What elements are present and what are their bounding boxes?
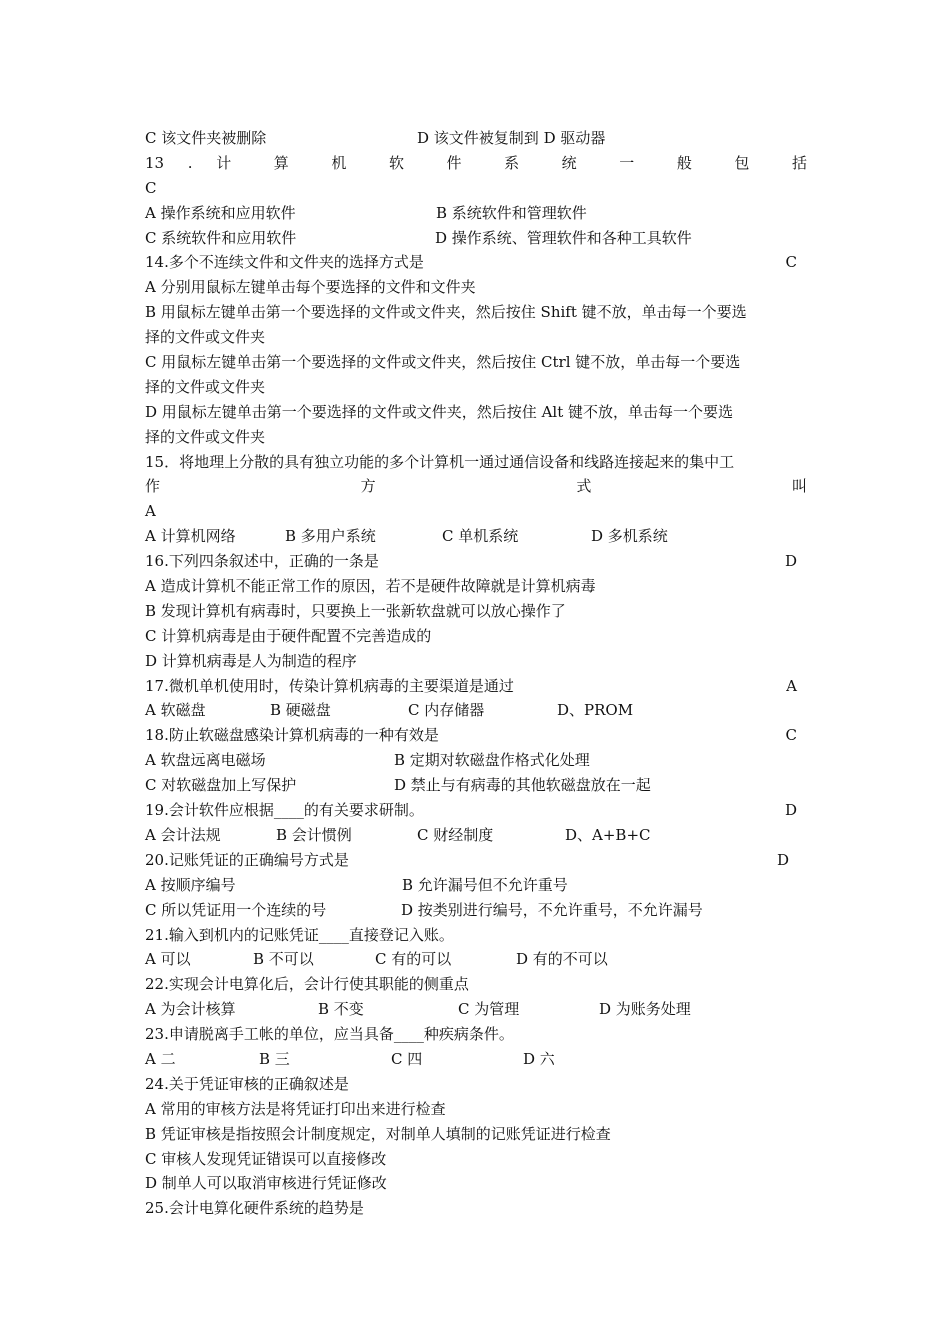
option-text: A 可以 xyxy=(145,950,191,969)
option-text: A 为会计核算 xyxy=(145,1000,236,1019)
answer-letter: D xyxy=(784,552,797,571)
option-text: C 所以凭证用一个连续的号 xyxy=(145,900,327,919)
answer-letter: A xyxy=(786,676,797,695)
option-text: C 单机系统 xyxy=(442,527,519,546)
option-text: D 多机系统 xyxy=(591,527,668,546)
option-text: 择的文件或文件夹 xyxy=(145,328,266,347)
option-text: C 系统软件和应用软件 xyxy=(145,228,297,247)
question-text: 16.下列四条叙述中，正确的一条是 xyxy=(145,552,379,571)
option-text: A 按顺序编号 xyxy=(145,875,236,894)
option-text: B 系统软件和管理软件 xyxy=(436,203,587,222)
option-text: B 发现计算机有病毒时，只要换上一张新软盘就可以放心操作了 xyxy=(145,601,566,620)
option-text: D 制单人可以取消审核进行凭证修改 xyxy=(145,1174,387,1193)
option-text: D、PROM xyxy=(557,701,634,720)
question-text: 20.记账凭证的正确编号方式是 xyxy=(145,850,349,869)
option-text: C 内存储器 xyxy=(408,701,485,720)
question-line xyxy=(145,549,807,574)
question-text: 24.关于凭证审核的正确叙述是 xyxy=(145,1074,349,1093)
question-line xyxy=(145,1072,807,1097)
option-text: C 审核人发现凭证错误可以直接修改 xyxy=(145,1149,387,1168)
option-text: 择的文件或文件夹 xyxy=(145,377,266,396)
question-line xyxy=(145,1022,807,1047)
option-text: C 为管理 xyxy=(458,1000,520,1019)
text-line xyxy=(145,947,807,972)
option-text: D 操作系统、管理软件和各种工具软件 xyxy=(435,228,692,247)
text-line xyxy=(145,1122,807,1147)
answer-letter: D xyxy=(776,850,789,869)
text-line xyxy=(145,275,807,300)
option-text: D 禁止与有病毒的其他软磁盘放在一起 xyxy=(394,776,651,795)
option-text: C 财经制度 xyxy=(417,825,494,844)
option-text: C 对软磁盘加上写保护 xyxy=(145,776,297,795)
option-text: A 造成计算机不能正常工作的原因，若不是硬件故障就是计算机病毒 xyxy=(145,577,596,596)
question-text: 19.会计软件应根据____的有关要求研制。 xyxy=(145,801,424,820)
text-line xyxy=(145,375,807,400)
answer-letter: C xyxy=(785,726,797,745)
question-line xyxy=(145,674,807,699)
question-line xyxy=(145,923,807,948)
question-line xyxy=(145,848,807,873)
option-text: A 计算机网络 xyxy=(145,527,236,546)
question-text: 22.实现会计电算化后，会计行使其职能的侧重点 xyxy=(145,975,469,994)
option-text: D、A+B+C xyxy=(565,825,651,844)
option-text: D 有的不可以 xyxy=(516,950,608,969)
option-text: A 软磁盘 xyxy=(145,701,206,720)
option-text: B 凭证审核是指按照会计制度规定，对制单人填制的记账凭证进行检查 xyxy=(145,1124,611,1143)
question-text: 21.输入到机内的记账凭证____直接登记入账。 xyxy=(145,925,454,944)
option-text: C 有的可以 xyxy=(375,950,452,969)
question-line xyxy=(145,1196,807,1221)
text-line xyxy=(145,1097,807,1122)
option-text: A 分别用鼠标左键单击每个要选择的文件和文件夹 xyxy=(145,278,476,297)
question-line xyxy=(145,972,807,997)
option-text: 择的文件或文件夹 xyxy=(145,427,266,446)
question-line xyxy=(145,250,807,275)
document-page xyxy=(145,126,807,1221)
option-text: B 多用户系统 xyxy=(285,527,376,546)
option-text: A 软盘远离电磁场 xyxy=(145,751,266,770)
text-line xyxy=(145,574,807,599)
text-line xyxy=(145,649,807,674)
text-line xyxy=(145,873,807,898)
text-line xyxy=(145,898,807,923)
question-13-line xyxy=(145,151,807,176)
option-text: C 该文件夹被删除 xyxy=(145,129,267,147)
answer-text: C xyxy=(145,178,157,197)
text-line xyxy=(145,823,807,848)
option-text: A 操作系统和应用软件 xyxy=(145,203,296,222)
question-text: 14.多个不连续文件和文件夹的选择方式是 xyxy=(145,253,424,272)
option-text: B 不可以 xyxy=(253,950,314,969)
option-text: D 该文件被复制到 D 驱动器 xyxy=(417,129,606,147)
option-text: B 允许漏号但不允许重号 xyxy=(402,875,568,894)
question-text: 25.会计电算化硬件系统的趋势是 xyxy=(145,1199,364,1218)
option-text: D 按类别进行编号，不允许重号，不允许漏号 xyxy=(401,900,703,919)
option-text: B 用鼠标左键单击第一个要选择的文件或文件夹，然后按住 Shift 键不放，单击每一个要选 xyxy=(145,303,747,322)
option-text: A 会计法规 xyxy=(145,825,221,844)
answer-text: A xyxy=(145,502,156,521)
text-line xyxy=(145,425,807,450)
text-line xyxy=(145,350,807,375)
option-text: B 会计惯例 xyxy=(276,825,352,844)
option-text: B 定期对软磁盘作格式化处理 xyxy=(394,751,590,770)
text-line xyxy=(145,201,807,226)
answer-letter: C xyxy=(785,253,797,272)
text-line xyxy=(145,176,807,201)
question-line xyxy=(145,450,807,475)
option-text: D 用鼠标左键单击第一个要选择的文件或文件夹，然后按住 Alt 键不放，单击每一个要选 xyxy=(145,402,733,421)
option-text: D 计算机病毒是人为制造的程序 xyxy=(145,651,357,670)
question-15-text: 作 方 式 叫 xyxy=(145,477,807,496)
text-line xyxy=(145,599,807,624)
text-line xyxy=(145,126,807,151)
text-line xyxy=(145,226,807,251)
option-text: A 常用的审核方法是将凭证打印出来进行检查 xyxy=(145,1099,446,1118)
text-line xyxy=(145,300,807,325)
option-text: C 用鼠标左键单击第一个要选择的文件或文件夹，然后按住 Ctrl 键不放，单击每一个要选 xyxy=(145,353,741,372)
question-line xyxy=(145,723,807,748)
option-text: B 三 xyxy=(259,1049,290,1068)
text-line xyxy=(145,773,807,798)
question-15-continued xyxy=(145,474,807,499)
text-line xyxy=(145,698,807,723)
option-text: C 计算机病毒是由于硬件配置不完善造成的 xyxy=(145,626,432,645)
answer-letter: D xyxy=(784,801,797,820)
question-text: 23.申请脱离手工帐的单位，应当具备____种疾病条件。 xyxy=(145,1025,514,1044)
option-text: A 二 xyxy=(145,1049,176,1068)
text-line xyxy=(145,1171,807,1196)
text-line xyxy=(145,997,807,1022)
option-text: C 四 xyxy=(391,1049,423,1068)
option-text: D 为账务处理 xyxy=(599,1000,691,1019)
question-text: 18.防止软磁盘感染计算机病毒的一种有效是 xyxy=(145,726,439,745)
text-line xyxy=(145,1147,807,1172)
question-text: 15．将地理上分散的具有独立功能的多个计算机一通过通信设备和线路连接起来的集中工 xyxy=(145,452,735,471)
text-line xyxy=(145,325,807,350)
option-text: B 不变 xyxy=(318,1000,364,1019)
question-text: 17.微机单机使用时，传染计算机病毒的主要渠道是通过 xyxy=(145,676,514,695)
text-line xyxy=(145,524,807,549)
question-line xyxy=(145,798,807,823)
option-text: B 硬磁盘 xyxy=(270,701,331,720)
text-line xyxy=(145,1047,807,1072)
question-13-text: 13 . 计 算 机 软 件 系 统 一 般 包 括 xyxy=(145,153,807,172)
text-line xyxy=(145,624,807,649)
text-line xyxy=(145,499,807,524)
text-line xyxy=(145,400,807,425)
text-line xyxy=(145,748,807,773)
option-text: D 六 xyxy=(523,1049,555,1068)
